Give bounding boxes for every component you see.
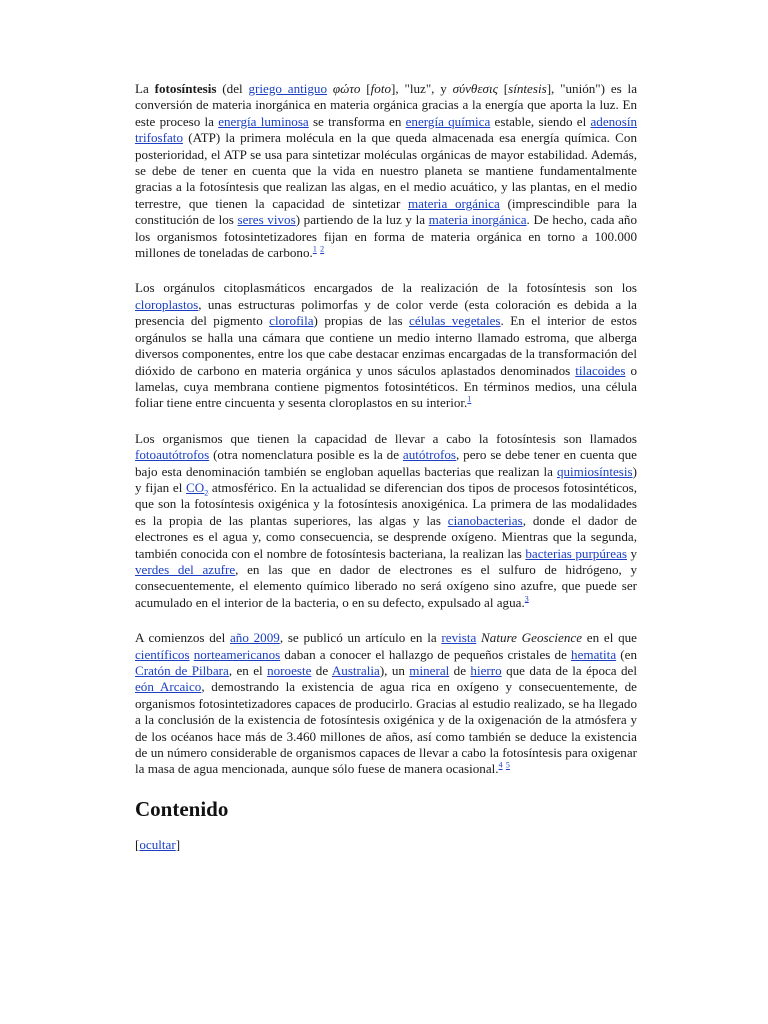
article-link[interactable]: Cratón de Pilbara — [135, 663, 229, 678]
article-link[interactable]: Australia — [331, 663, 380, 678]
contents-toggle — [135, 837, 637, 853]
article-link[interactable]: científicos — [135, 646, 190, 662]
text-run: ) partiendo de la luz y la — [295, 212, 429, 228]
text-run: Los organismos que tienen la capacidad de llevar a cabo la fotosíntesis son llamados — [135, 430, 637, 446]
text-run: (otra nomenclatura posible es la de — [209, 447, 403, 463]
reference-link[interactable]: 1 — [312, 244, 317, 254]
italic-text: Nature Geoscience — [481, 630, 583, 646]
text-run: . En el interior de estos orgánulos se halla una cámara que contiene un medio interno llamado estroma, que alberga diversos componentes, entre los que cabe destacar enzimas encargadas de la transformación del dióxido de carbono en materia orgánica y unos sáculos aplastados denominados — [135, 313, 637, 378]
text-run: (del — [216, 81, 249, 96]
text-run: y — [626, 545, 637, 561]
text-run: ], "luz", y — [391, 81, 453, 96]
reference-marker — [506, 761, 510, 770]
article-link[interactable]: fotoautótrofos — [135, 447, 210, 463]
reference-marker — [320, 245, 324, 254]
article-link[interactable]: seres vivos — [237, 212, 296, 228]
text-run: o lamelas, cuya membrana contiene pigmentos fotosintéticos. En términos medios, una célula foliar tiene entre cincuenta y sesenta cloroplastos en su interior. — [135, 362, 637, 411]
text-run: ), un — [379, 663, 410, 678]
text-run: Los orgánulos citoplasmáticos encargados de la realización de la fotosíntesis son los — [135, 280, 637, 296]
article-link[interactable]: eón Arcaico — [135, 679, 202, 695]
article-link[interactable]: cianobacterias — [447, 512, 523, 528]
reference-link[interactable]: 2 — [320, 244, 325, 254]
article-link[interactable]: autótrofos — [402, 447, 457, 463]
article-link[interactable]: cloroplastos — [135, 296, 199, 312]
article-link[interactable]: energía química — [405, 113, 491, 129]
text-run: (en — [616, 646, 638, 662]
article-paragraph — [135, 81, 637, 261]
article-paragraph — [135, 630, 637, 778]
subscript: 2 — [204, 488, 209, 498]
article-link[interactable]: quimiosíntesis — [556, 463, 633, 479]
text-run: . De hecho, cada año los organismos fotosintetizadores fijan en forma de materia orgánica en torno a 100.000 millones de toneladas de carbono. — [135, 212, 637, 261]
article-link[interactable]: materia orgánica — [408, 195, 500, 211]
article-link[interactable]: energía luminosa — [218, 113, 309, 129]
italic-text: síntesis — [508, 81, 547, 96]
article-paragraph — [135, 431, 637, 611]
text-run: en el que — [582, 630, 637, 646]
italic-text: σύνθεσις — [452, 81, 498, 96]
contents-heading: Contenido — [135, 796, 229, 821]
italic-text: φώτο — [332, 81, 361, 96]
text-run: , donde el dador de electrones es el agua y, como consecuencia, se desprende oxígeno. Mientras que la segunda, también conocida con el nombre de fotosíntesis bacteriana, la realizan las — [135, 512, 637, 561]
article-link[interactable]: materia inorgánica — [428, 212, 527, 228]
reference-marker — [499, 761, 503, 770]
text-run: , en las que en dador de electrones es el sulfuro de hidrógeno, y consecuentemente, el elemento químico liberado no será oxígeno sino azufre, que puede ser acumulado en el interior de la bacteria, o en su defecto, expulsado al agua. — [135, 561, 637, 610]
article-link[interactable]: células vegetales — [409, 313, 501, 329]
text-run: (ATP) la primera molécula en la que queda almacenada esa energía química. Con posterioridad, el ATP se usa para sintetizar moléculas orgánicas de mayor estabilidad. Además, se debe de tener en cuenta que la vida en nuestro planeta se mantiene fundamentalmente gracias a la fotosíntesis que realizan las algas, en el medio acuático, y las plantas, en el medio terrestre, que tienen la capacidad de sintetizar — [135, 130, 637, 211]
article-link[interactable]: revista — [441, 630, 477, 646]
article-body — [135, 81, 637, 853]
text-run: , se publicó un artículo en la — [279, 630, 442, 646]
article-link[interactable]: hematita — [571, 646, 617, 662]
hide-contents-link[interactable]: ocultar — [139, 836, 176, 852]
bold-term: fotosíntesis — [154, 81, 217, 96]
reference-link[interactable]: 3 — [524, 594, 529, 604]
article-link[interactable]: norteamericanos — [193, 646, 281, 662]
text-run: , unas estructuras polimorfas y de color verde (esta coloración es debida a la presencia del pigmento — [135, 296, 637, 329]
article-link[interactable]: griego antiguo — [248, 81, 328, 96]
text-run: , demostrando la existencia de agua rica en oxígeno y consecuentemente, de organismos fotosintetizadores capaces de producirlo. Gracias al estudio realizado, se ha llegado a la conclusión de la existencia de fotosíntesis oxigénica y de la oxigenación de la atmósfera y de los océanos hace más de 3.460 millones de años, así como también se deduce la existencia de un número considerable de organismos capaces de llevar a cabo la fotosíntesis para oxigenar la masa de agua mencionada, aunque sólo fuese de manera ocasional. — [135, 679, 637, 777]
text-run: ], "unión") es la conversión de materia inorgánica en materia orgánica gracias a la energía que aporta la luz. En este proceso la — [135, 81, 638, 129]
text-run: estable, siendo el — [490, 113, 591, 129]
reference-link[interactable]: 4 — [498, 761, 503, 771]
text-run: , pero se debe tener en cuenta que bajo esta denominación también se engloban aquellas bacterias que realizan la — [135, 447, 637, 479]
text-run: La — [135, 81, 155, 96]
article-link[interactable]: noroeste — [267, 663, 312, 678]
toggle-bracket-close: ] — [175, 836, 181, 852]
article-paragraph — [135, 280, 637, 411]
text-run: ) propias de las — [313, 313, 410, 329]
text-run: [ — [360, 81, 371, 96]
reference-link[interactable]: 5 — [505, 761, 510, 771]
italic-text: foto — [370, 81, 392, 96]
article-paragraphs — [135, 81, 637, 778]
reference-marker — [525, 594, 529, 603]
article-link[interactable]: CO — [186, 479, 205, 495]
text-run: ) y fijan el — [135, 463, 637, 495]
text-run: , en el — [228, 663, 268, 678]
text-run: daban a conocer el hallazgo de pequeños cristales de — [280, 646, 572, 662]
article-link[interactable]: clorofila — [269, 313, 314, 329]
article-link[interactable]: verdes del azufre — [135, 561, 236, 577]
text-run: se transforma en — [308, 113, 406, 129]
text-run: de — [311, 663, 332, 678]
text-run: A comienzos del — [135, 630, 230, 646]
text-run: que data de la época del — [501, 663, 637, 678]
article-link[interactable]: bacterias purpúreas — [525, 545, 627, 561]
reference-link[interactable]: 1 — [467, 394, 472, 404]
text-run: (imprescindible para la constitución de los — [135, 195, 637, 228]
article-link[interactable]: mineral — [409, 663, 450, 678]
text-run: de — [449, 663, 471, 678]
reference-marker — [467, 395, 471, 404]
article-link[interactable]: hierro — [470, 663, 502, 678]
article-link[interactable]: año 2009 — [229, 630, 280, 646]
article-link[interactable]: adenosín trifosfato — [135, 113, 638, 146]
text-run: [ — [497, 81, 509, 96]
article-link[interactable]: tilacoides — [575, 362, 626, 378]
toggle-bracket-open: [ — [135, 836, 140, 852]
text-run: atmosférico. En la actualidad se diferencian dos tipos de procesos fotosintéticos, que son la fotosíntesis oxigénica y la fotosíntesis anoxigénica. La primera de las modalidades es la propia de las plantas superiores, las algas y las — [135, 479, 638, 528]
